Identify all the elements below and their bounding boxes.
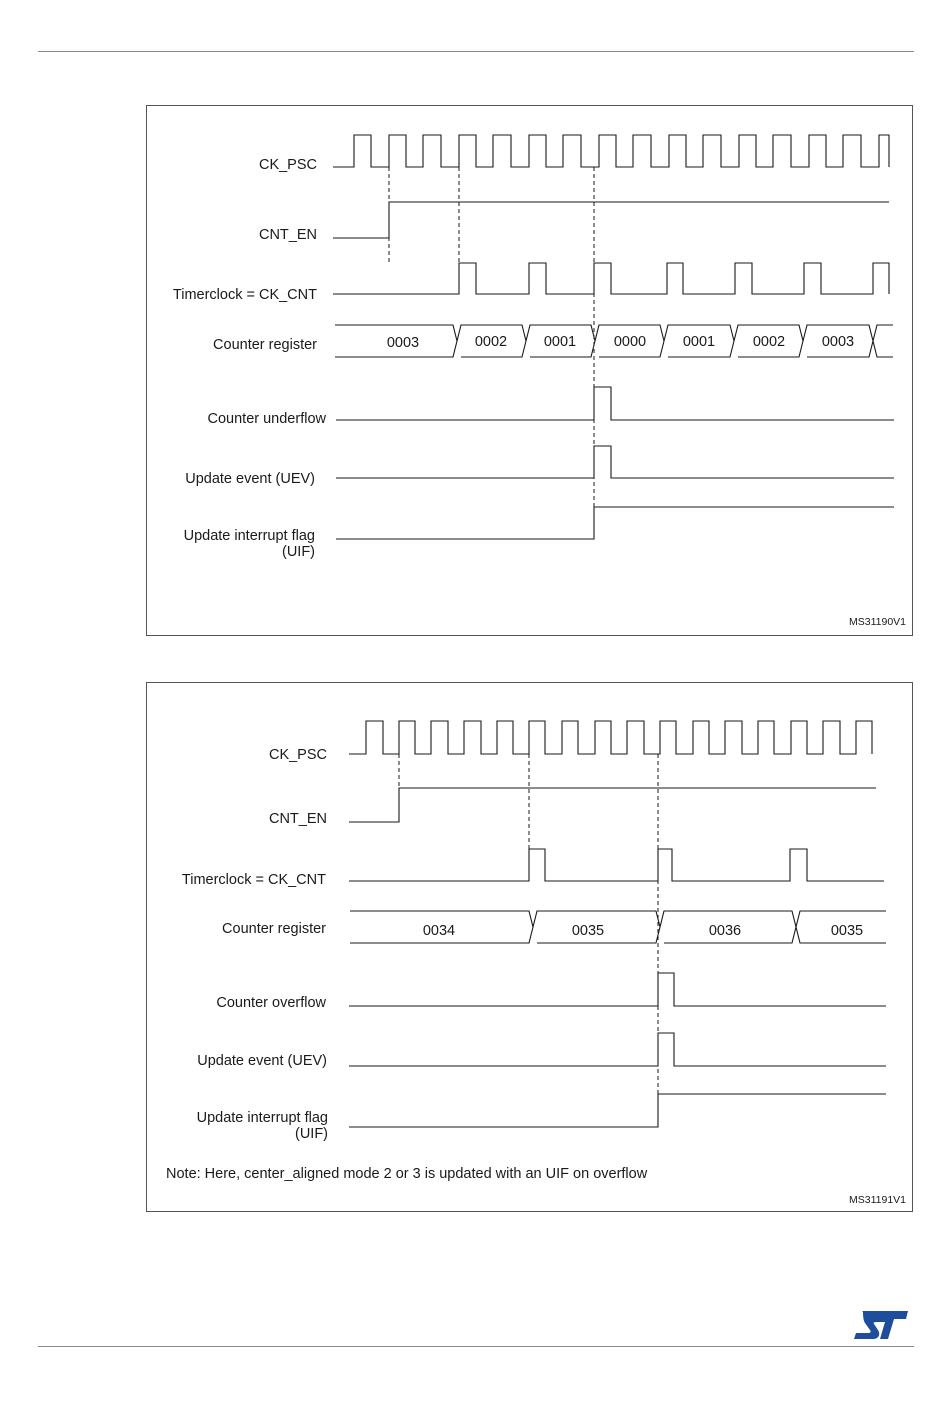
counter-value: 0000	[613, 334, 647, 350]
counter-value: 0035	[830, 923, 864, 939]
counter-value: 0001	[543, 334, 577, 350]
counter-value: 0035	[571, 923, 605, 939]
header-rule	[38, 51, 914, 52]
timerclock-waveform	[349, 849, 884, 881]
counter-value: 0036	[708, 923, 742, 939]
counter-value: 0003	[821, 334, 855, 350]
st-logo	[852, 1308, 910, 1342]
timing-diagram-overflow	[146, 682, 913, 1212]
label-cnt-en: CNT_EN	[258, 227, 317, 243]
label-uif-line2: (UIF)	[294, 1126, 328, 1142]
label-uif-line1: Update interrupt flag	[196, 1110, 328, 1126]
label-counter-underflow: Counter underflow	[207, 411, 326, 427]
label-cnt-en: CNT_EN	[268, 811, 327, 827]
figure-code: MS31190V1	[848, 616, 906, 628]
counter-value: 0034	[422, 923, 456, 939]
uif-waveform	[336, 507, 894, 539]
counter-value: 0003	[386, 335, 420, 351]
label-timerclock: Timerclock = CK_CNT	[172, 287, 317, 303]
cnt-en-waveform	[333, 202, 889, 238]
label-uif-line1: Update interrupt flag	[183, 528, 315, 544]
label-update-event: Update event (UEV)	[197, 1053, 327, 1069]
timing-diagram-underflow	[146, 105, 913, 636]
figure-note: Note: Here, center_aligned mode 2 or 3 is updated with an UIF on overflow	[166, 1166, 648, 1182]
label-timerclock: Timerclock = CK_CNT	[181, 872, 326, 888]
timing-diagram-1-canvas	[147, 106, 914, 637]
counter-overflow-waveform	[349, 973, 886, 1006]
uif-waveform	[349, 1094, 886, 1127]
counter-underflow-waveform	[336, 387, 894, 420]
counter-value: 0002	[474, 334, 508, 350]
label-ck-psc: CK_PSC	[268, 747, 327, 763]
timerclock-waveform	[333, 263, 889, 294]
label-update-event: Update event (UEV)	[185, 471, 315, 487]
footer-rule	[38, 1346, 914, 1347]
ck-psc-waveform	[333, 135, 889, 167]
st-logo-mark	[854, 1311, 908, 1339]
counter-value: 0002	[752, 334, 786, 350]
label-ck-psc: CK_PSC	[258, 157, 317, 173]
update-event-waveform	[336, 446, 894, 478]
label-uif-line2: (UIF)	[281, 544, 315, 560]
timing-diagram-2-canvas	[147, 683, 914, 1213]
label-counter-register: Counter register	[213, 337, 317, 353]
cnt-en-waveform	[349, 788, 876, 822]
figure-code: MS31191V1	[848, 1194, 906, 1206]
update-event-waveform	[349, 1033, 886, 1066]
label-counter-overflow: Counter overflow	[216, 995, 326, 1011]
counter-value: 0001	[682, 334, 716, 350]
label-counter-register: Counter register	[222, 921, 326, 937]
ck-psc-waveform	[349, 721, 872, 754]
